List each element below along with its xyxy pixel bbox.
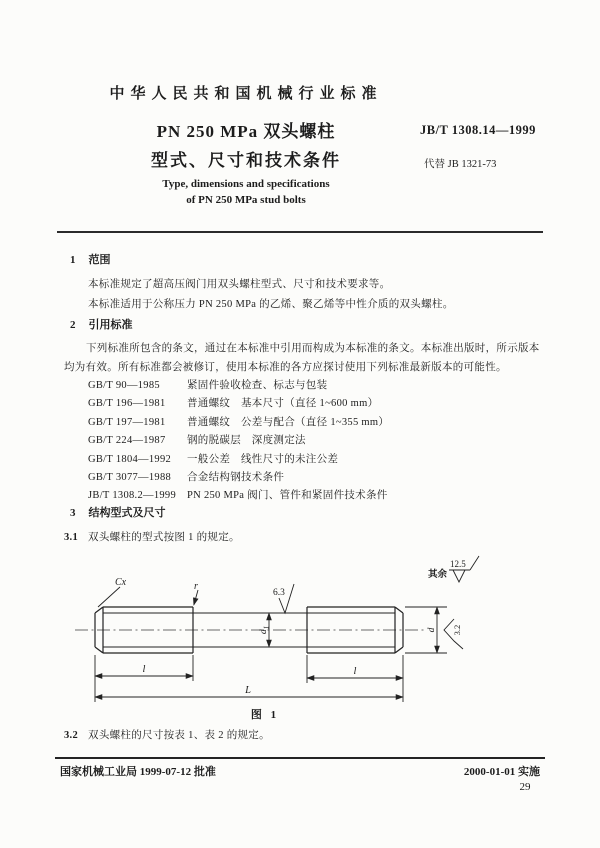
roughness-symbols [279, 556, 479, 649]
page-number: 29 [519, 781, 531, 793]
standard-name: 合金结构钢技术条件 [187, 471, 285, 483]
standard-name: PN 250 MPa 阀门、管件和紧固件技术条件 [187, 490, 388, 502]
stud-bolt-figure [60, 552, 540, 708]
standard-name: 钢的脱碳层 深度测定法 [187, 435, 306, 447]
fillet-radius-label: r [194, 581, 198, 592]
scope-paragraph-2: 本标准适用于公称压力 PN 250 MPa 的乙烯、聚乙烯等中性介质的双头螺柱。 [88, 299, 454, 310]
roughness-thread-value: 3.2 [452, 624, 462, 636]
clause-3-2 [64, 727, 270, 742]
clause-3-1-text: 双头螺柱的型式按图 1 的规定。 [88, 532, 240, 543]
standard-code: GB/T 197—1981 [88, 416, 166, 428]
chamfer-leader [98, 587, 120, 607]
standard-code: GB/T 1804—1992 [88, 453, 172, 465]
referenced-standard-row [88, 469, 389, 487]
section-2-title: 引用标准 [88, 319, 133, 331]
roughness-rest-prefix: 其余 [428, 570, 448, 580]
dimension-lines [95, 587, 447, 702]
standard-title-en-line1: Type, dimensions and specifications [162, 178, 330, 190]
referenced-standard-row [88, 414, 389, 432]
standard-name: 紧固件验收检查、标志与包装 [187, 380, 328, 391]
scope-paragraph-1: 本标准规定了超高压阀门用双头螺柱型式、尺寸和技术要求等。 [88, 279, 391, 290]
standard-title-zh-line1: PN 250 MPa 双头螺柱 [156, 122, 336, 141]
section-3-title: 结构型式及尺寸 [88, 507, 166, 519]
standard-code: GB/T 90—1985 [88, 380, 160, 391]
references-intro-line1: 下列标准所包含的条文，通过在本标准中引用而构成为本标准的条文。本标准出版时，所示版本 [86, 343, 540, 354]
radius-leader [194, 590, 198, 605]
standard-code: JB/T 1308.2—1999 [88, 490, 177, 502]
figure-caption: 图 1 [250, 709, 280, 721]
standard-name: 普通螺纹 基本尺寸（直径 1~600 mm） [187, 398, 379, 410]
implementation-note: 2000-01-01 实施 [463, 766, 540, 778]
references-intro-line2: 均为有效。所有标准都会被修订，使用本标准的各方应探讨使用下列标准最新版本的可能性。 [64, 362, 507, 373]
roughness-rest-value: 12.5 [450, 559, 466, 569]
section-3-heading [70, 504, 166, 520]
standard-number: JB/T 1308.14—1999 [420, 123, 536, 137]
clause-3-2-number: 3.2 [64, 730, 79, 741]
section-1-number: 1 [70, 254, 76, 266]
referenced-standard-row [88, 395, 389, 413]
standard-code: GB/T 3077—1988 [88, 471, 172, 483]
referenced-standard-row [88, 377, 389, 395]
supersedes-note: 代替 JB 1321-73 [424, 159, 497, 170]
referenced-standard-row [88, 451, 389, 469]
referenced-standards-list [88, 377, 389, 506]
issuing-body-line: 中华人民共和国机械行业标准 [109, 86, 383, 102]
section-3-number: 3 [70, 507, 76, 519]
standard-name: 普通螺纹 公差与配合（直径 1~355 mm） [187, 416, 390, 428]
thread-diameter-label: d [427, 627, 437, 633]
footer-divider-rule [55, 757, 545, 759]
section-1-title: 范围 [88, 254, 111, 266]
roughness-shank-value: 6.3 [273, 588, 285, 598]
thread-length-right-label: l [353, 666, 357, 677]
standard-name: 一般公差 线性尺寸的未注公差 [187, 453, 339, 465]
thread-length-left-label: l [142, 664, 146, 675]
shank-diameter-label: $d_1$ [259, 625, 271, 635]
referenced-standard-row [88, 487, 389, 505]
standard-title-zh-line2: 型式、尺寸和技术条件 [151, 151, 341, 170]
standard-code: GB/T 196—1981 [88, 398, 166, 410]
section-2-heading [70, 316, 133, 332]
clause-3-1-number: 3.1 [64, 532, 79, 543]
chamfer-label: Cx [115, 577, 127, 588]
approval-note: 国家机械工业局 1999-07-12 批准 [60, 766, 216, 778]
standard-code: GB/T 224—1987 [88, 435, 166, 447]
section-1-heading [70, 251, 111, 267]
header-divider-rule [57, 231, 543, 233]
section-2-number: 2 [70, 319, 76, 331]
overall-length-label: L [245, 685, 251, 696]
clause-3-1 [64, 529, 240, 544]
referenced-standard-row [88, 432, 389, 450]
clause-3-2-text: 双头螺柱的尺寸按表 1、表 2 的规定。 [88, 730, 270, 741]
standard-title-en-line2: of PN 250 MPa stud bolts [186, 194, 306, 206]
